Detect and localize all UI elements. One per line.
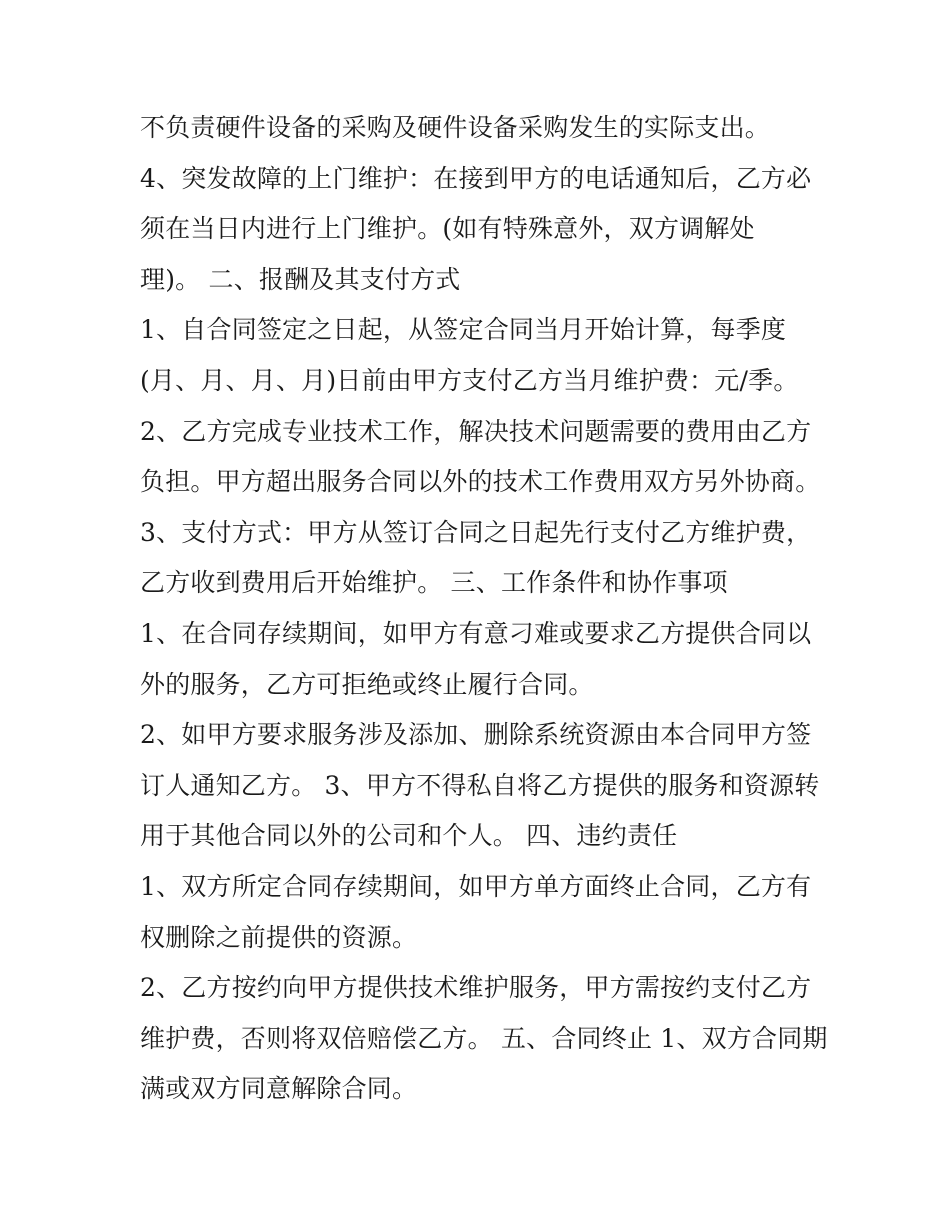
text-line: 维护费，否则将双倍赔偿乙方。 五、合同终止 1、双方合同期 xyxy=(140,1023,828,1053)
text-line: 满或双方同意解除合同。 xyxy=(140,1074,418,1104)
contract-body-text xyxy=(140,103,840,1115)
text-line: 1、自合同签定之日起，从签定合同当月开始计算，每季度 xyxy=(140,315,787,345)
text-line: 1、双方所定合同存续期间，如甲方单方面终止合同，乙方有 xyxy=(140,871,812,901)
text-line: 乙方收到费用后开始维护。 三、工作条件和协作事项 xyxy=(140,568,728,598)
text-line: 用于其他合同以外的公司和个人。 四、违约责任 xyxy=(140,821,678,851)
text-line: 1、在合同存续期间，如甲方有意刁难或要求乙方提供合同以 xyxy=(140,618,812,648)
text-line: 2、如甲方要求服务涉及添加、删除系统资源由本合同甲方签 xyxy=(140,720,812,750)
text-line: 权删除之前提供的资源。 xyxy=(140,922,418,952)
text-line: (月、月、月、月)日前由甲方支付乙方当月维护费：元/季。 xyxy=(140,365,799,395)
text-line: 2、乙方完成专业技术工作，解决技术问题需要的费用由乙方 xyxy=(140,416,812,446)
text-line: 须在当日内进行上门维护。(如有特殊意外，双方调解处 xyxy=(140,214,755,244)
text-line: 订人通知乙方。 3、甲方不得私自将乙方提供的服务和资源转 xyxy=(140,770,820,800)
text-line: 2、乙方按约向甲方提供技术维护服务，甲方需按约支付乙方 xyxy=(140,973,812,1003)
text-line: 4、突发故障的上门维护：在接到甲方的电话通知后，乙方必 xyxy=(140,163,812,193)
text-line: 3、支付方式：甲方从签订合同之日起先行支付乙方维护费， xyxy=(140,517,812,547)
text-line: 不负责硬件设备的采购及硬件设备采购发生的实际支出。 xyxy=(140,113,771,142)
text-line: 理)。 二、报酬及其支付方式 xyxy=(140,264,461,294)
text-line: 外的服务，乙方可拒绝或终止履行合同。 xyxy=(140,669,594,699)
text-line: 负担。甲方超出服务合同以外的技术工作费用双方另外协商。 xyxy=(140,467,821,497)
